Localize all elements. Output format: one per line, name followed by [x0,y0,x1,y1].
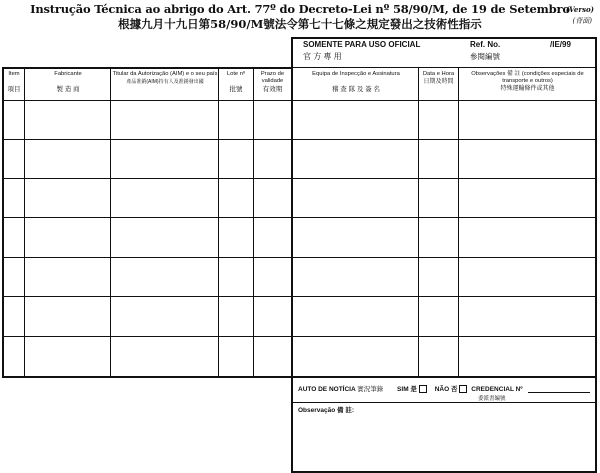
row-line [2,139,597,140]
col-divider [24,67,25,377]
ref-number-suffix: /IE/99 [550,40,571,49]
center-divider [291,37,293,473]
col-divider [253,67,254,377]
official-use-label-chinese: 官 方 專 用 [303,52,342,61]
row-line [2,257,597,258]
row-line [2,178,597,179]
ref-number-label-chinese: 參閱編號 [470,52,500,61]
right-table-right-border [595,37,597,473]
right-table-top-border [291,37,597,39]
left-table-bottom-border [2,376,292,378]
col-header-equipa: Equipa de Inspecção e Assinatura 稽 查 隊 及 簽 名 [312,71,400,93]
row-line [2,217,597,218]
row-line [2,296,597,297]
col-header-observacoes: Observações 備 註 (condições especiais de transporte e outros) 特殊運輸條件或其他 [471,71,584,92]
form-title-chinese: 根據九月十九日第58/90/M號法令第七十七條之規定發出之技術性指示 [118,17,482,31]
col-divider [418,67,419,377]
credencial-line[interactable] [528,392,590,393]
auto-de-noticia-row: AUTO DE NOTÍCIA 實況筆錄 SIM 是 NÃO 否 CREDENCIAL Nº [298,386,523,393]
nao-checkbox[interactable] [459,385,467,393]
col-header-fabricante: Fabricante 製 造 商 [54,71,82,93]
official-use-label: SOMENTE PARA USO OFICIAL [303,40,421,49]
col-header-data: Data e Hora 日期及時間 [422,71,455,85]
col-header-prazo: Prazo de validade 有效期 [260,71,285,93]
header-row-bottom [2,100,597,101]
verso-label-chinese: (背面) [572,17,592,25]
col-divider [458,67,459,377]
verso-label: (Verso) [565,5,594,14]
right-table-bottom-border [291,376,597,378]
observacao-top-border [291,402,597,403]
row-line [2,336,597,337]
credencial-label-chinese: 委派書編號 [478,396,506,402]
right-header-divider [291,67,597,68]
left-table-top-border [2,67,292,69]
col-header-item: Item 項目 [7,71,21,93]
sim-checkbox[interactable] [419,385,427,393]
observacao-label: Observação 備 註: [298,407,354,414]
form-title: Instrução Técnica ao abrigo do Art. 77º do Decreto-Lei nº 58/90/M, de 19 de Setembro [30,2,570,16]
col-divider [110,67,111,377]
col-divider [218,67,219,377]
left-table-left-border [2,67,4,378]
col-header-titular: Titular da Autorização (AIM) e o seu país 產品准銷(AIM)持有人及准銷發出國 [112,71,218,85]
ref-number-label: Ref. No. [470,40,501,49]
col-header-lote: Lote nº 批號 [226,71,246,93]
